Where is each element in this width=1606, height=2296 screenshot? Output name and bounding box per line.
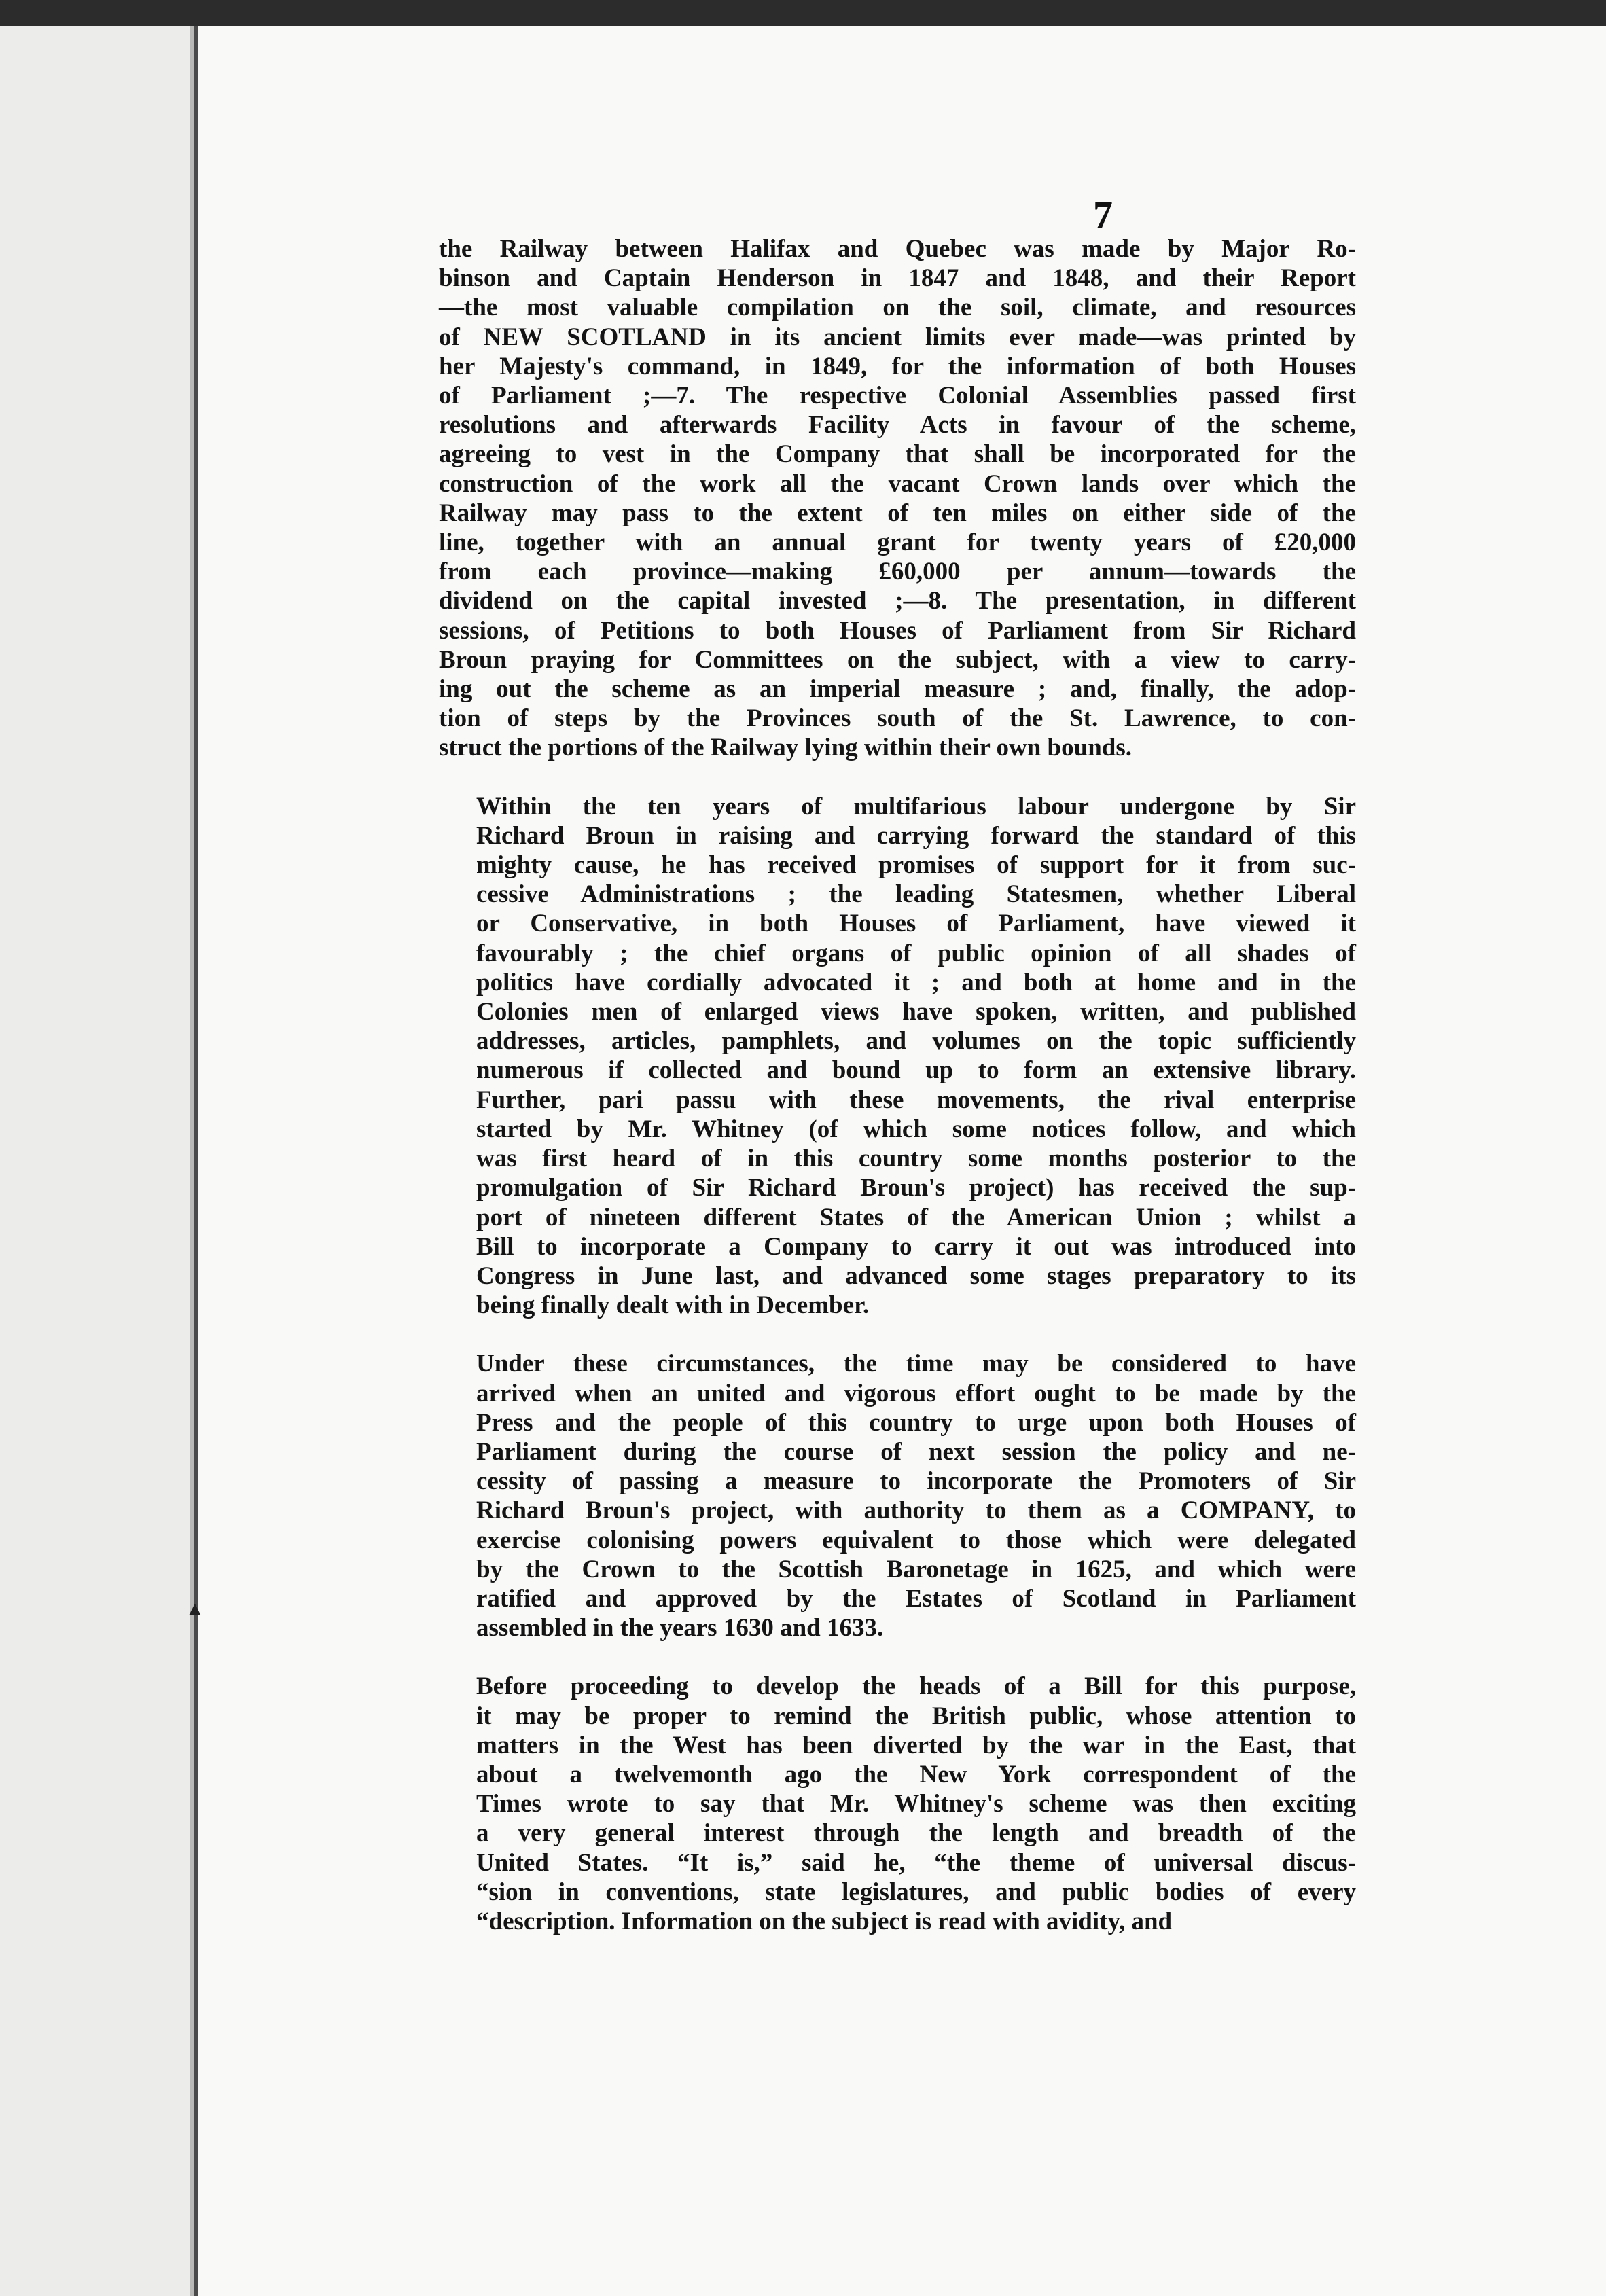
text-line: of Parliament ;—7. The respective Colonial Assemblies passed first	[439, 382, 1356, 410]
text-line: United States. “It is,” said he, “the theme of universal discus-	[476, 1848, 1356, 1877]
text-line: started by Mr. Whitney (of which some notices follow, and which	[476, 1115, 1356, 1143]
text-line: Times wrote to say that Mr. Whitney's scheme was then exciting	[476, 1790, 1356, 1818]
text-line: about a twelvemonth ago the New York correspondent of the	[476, 1760, 1356, 1789]
text-line: was first heard of in this country some months posterior to the	[476, 1145, 1356, 1173]
book-top-edge	[0, 0, 1606, 26]
text-line: sessions, of Petitions to both Houses of Parliament from Sir Richard	[439, 616, 1356, 645]
text-line: Press and the people of this country to urge upon both Houses of	[476, 1408, 1356, 1437]
text-line: a very general interest through the length and breadth of the	[476, 1819, 1356, 1848]
previous-page-edge	[0, 0, 194, 2296]
text-line: Richard Broun in raising and carrying forward the standard of this	[476, 821, 1356, 850]
text-line: Railway may pass to the extent of ten miles on either side of the	[439, 499, 1356, 527]
text-line: “sion in conventions, state legislatures, and public bodies of every	[476, 1878, 1356, 1906]
margin-mark: ▲	[185, 1598, 205, 1620]
text-line: or Conservative, in both Houses of Parliament, have viewed it	[476, 910, 1356, 938]
text-line: cessive Administrations ; the leading Statesmen, whether Liberal	[476, 880, 1356, 909]
text-line: Before proceeding to develop the heads of a Bill for this purpose,	[476, 1672, 1356, 1701]
text-line: dividend on the capital invested ;—8. The presentation, in different	[439, 587, 1356, 615]
text-line: from each province—making £60,000 per annum—towards the	[439, 558, 1356, 586]
text-line: ratified and approved by the Estates of Scotland in Parliament	[476, 1584, 1356, 1613]
text-line: assembled in the years 1630 and 1633.	[476, 1614, 884, 1643]
text-line: “description. Information on the subject is read with avidity, and	[476, 1907, 1173, 1935]
text-line: cessity of passing a measure to incorporate the Promoters of Sir	[476, 1467, 1356, 1496]
text-line: addresses, articles, pamphlets, and volumes on the topic sufficiently	[476, 1027, 1356, 1056]
text-line: mighty cause, he has received promises of support for it from suc-	[476, 851, 1356, 880]
text-line: arrived when an united and vigorous effort ought to be made by the	[476, 1379, 1356, 1407]
text-line: her Majesty's command, in 1849, for the information of both Houses	[439, 352, 1356, 380]
text-line: Parliament during the course of next session the policy and ne-	[476, 1437, 1356, 1466]
text-line: Broun praying for Committees on the subject, with a view to carry-	[439, 645, 1356, 674]
text-line: Colonies men of enlarged views have spoken, written, and published	[476, 998, 1356, 1026]
text-line: exercise colonising powers equivalent to those which were delegated	[476, 1526, 1356, 1554]
paragraph-1	[439, 234, 1356, 763]
text-line: Within the ten years of multifarious labour undergone by Sir	[476, 792, 1356, 821]
text-line: line, together with an annual grant for twenty years of £20,000	[439, 528, 1356, 557]
text-line: agreeing to vest in the Company that shall be incorporated for the	[439, 440, 1356, 469]
text-line: resolutions and afterwards Facility Acts in favour of the scheme,	[439, 411, 1356, 440]
text-line: Richard Broun's project, with authority to them as a COMPANY, to	[476, 1496, 1356, 1525]
text-line: being finally dealt with in December.	[476, 1291, 870, 1320]
text-line: construction of the work all the vacant Crown lands over which the	[439, 469, 1356, 498]
text-line: —the most valuable compilation on the soil, climate, and resources	[439, 293, 1356, 322]
page-number: 7	[1093, 193, 1113, 237]
text-line: binson and Captain Henderson in 1847 and 1848, and their Report	[439, 264, 1356, 293]
text-line: numerous if collected and bound up to form an extensive library.	[476, 1056, 1356, 1085]
text-line: Further, pari passu with these movements, the rival enterprise	[476, 1086, 1356, 1114]
text-line: Under these circumstances, the time may be considered to have	[476, 1350, 1356, 1378]
text-line: Congress in June last, and advanced some stages preparatory to its	[476, 1261, 1356, 1290]
text-line: by the Crown to the Scottish Baronetage in 1625, and which were	[476, 1555, 1356, 1583]
text-line: struct the portions of the Railway lying within their own bounds.	[439, 734, 1132, 762]
text-line: tion of steps by the Provinces south of the St. Lawrence, to con-	[439, 704, 1356, 733]
text-line: matters in the West has been diverted by the war in the East, that	[476, 1731, 1356, 1759]
body-text	[439, 234, 1356, 1936]
text-line: port of nineteen different States of the American Union ; whilst a	[476, 1203, 1356, 1232]
text-line: the Railway between Halifax and Quebec was made by Major Ro-	[439, 235, 1356, 263]
text-line: Bill to incorporate a Company to carry it out was introduced into	[476, 1232, 1356, 1261]
text-line: it may be proper to remind the British public, whose attention to	[476, 1702, 1356, 1730]
text-line: ing out the scheme as an imperial measure ; and, finally, the adop-	[439, 675, 1356, 704]
paragraph-4	[439, 1672, 1356, 1936]
paragraph-2	[439, 792, 1356, 1321]
text-line: of NEW SCOTLAND in its ancient limits ever made—was printed by	[439, 323, 1356, 351]
text-line: politics have cordially advocated it ; and both at home and in the	[476, 968, 1356, 997]
paragraph-3	[439, 1349, 1356, 1643]
text-line: promulgation of Sir Richard Broun's project) has received the sup-	[476, 1174, 1356, 1202]
text-line: favourably ; the chief organs of public opinion of all shades of	[476, 939, 1356, 967]
